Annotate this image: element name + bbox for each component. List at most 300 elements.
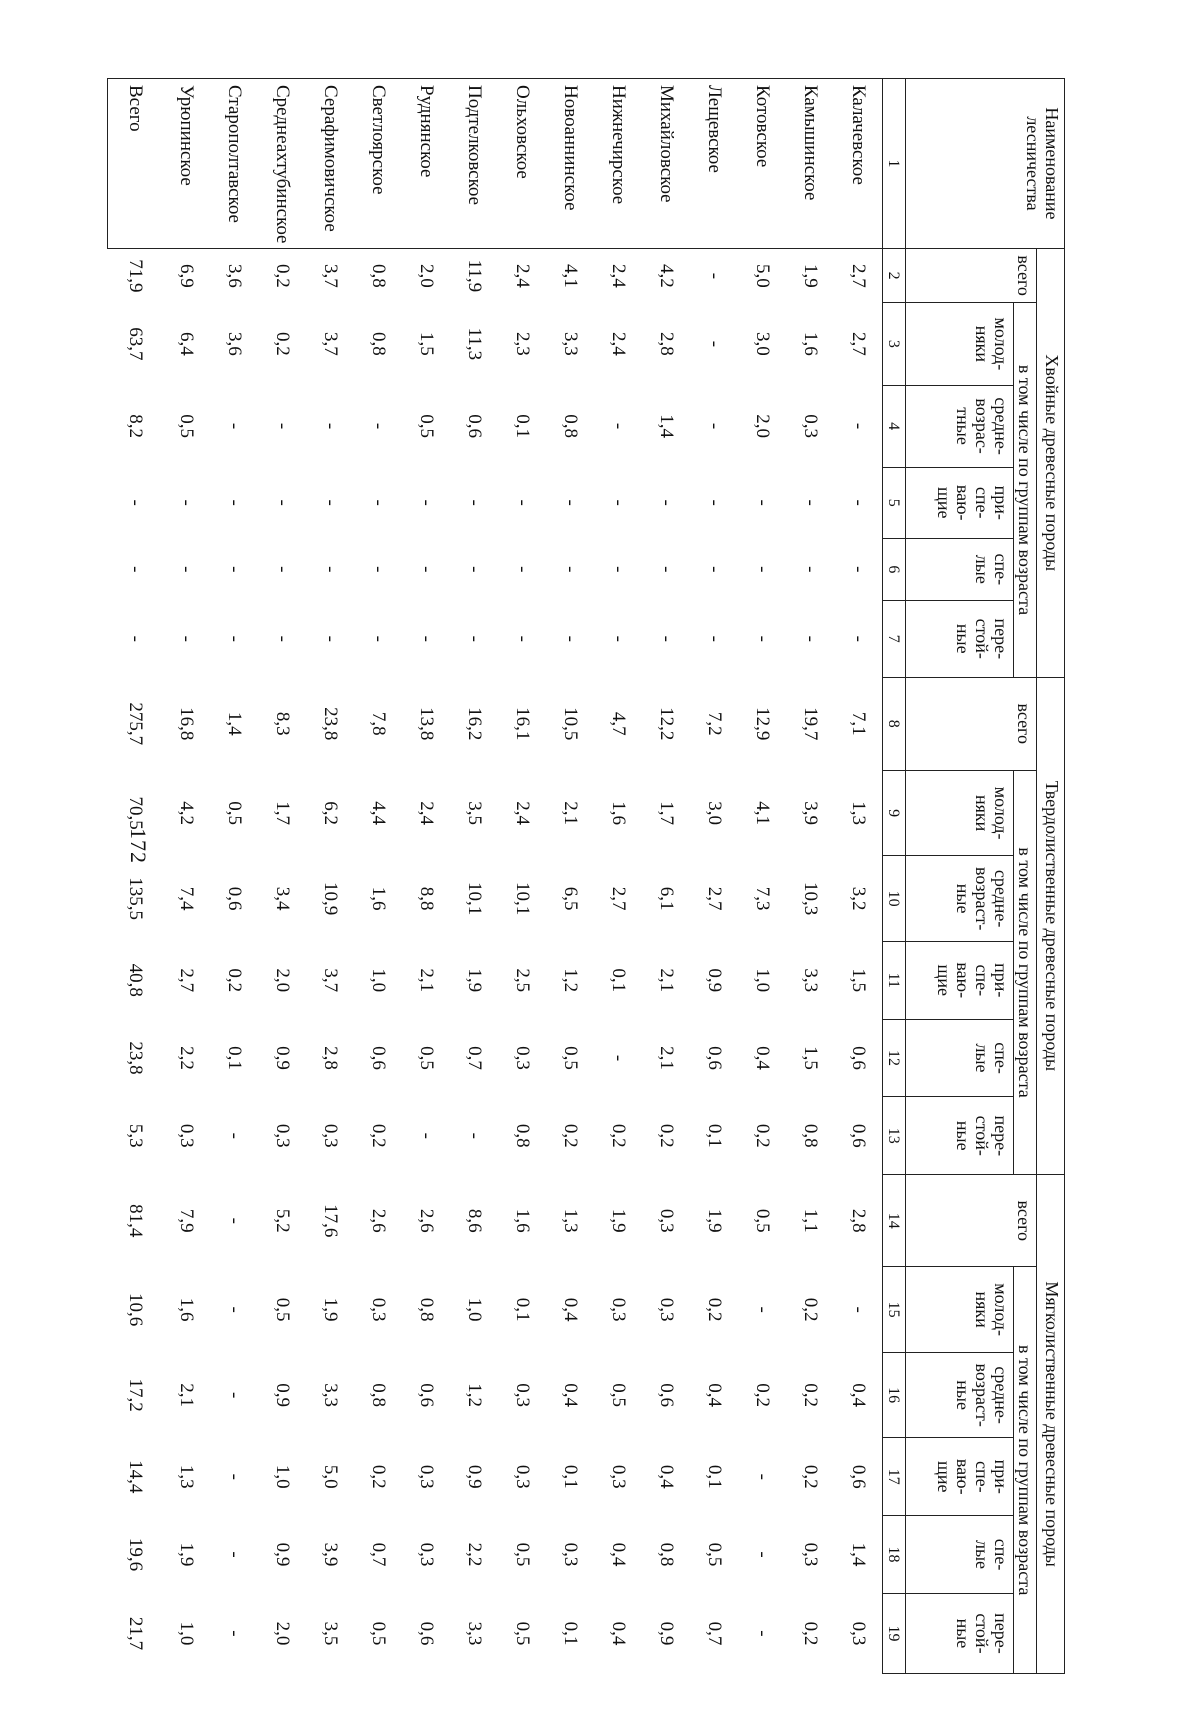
table-cell: 1,7 [656, 801, 677, 825]
header-group-hardwood: Твердолиственные древесные породы [1037, 677, 1065, 1175]
forestry-name: Серафимовичское [306, 79, 354, 249]
table-cell: 2,4 [416, 801, 437, 825]
table-cell: 7,9 [176, 1208, 197, 1233]
table-cell: 0,9 [656, 1621, 677, 1646]
table-cell: 16,1 [512, 707, 533, 741]
forestry-name: Нижнечирское [594, 79, 642, 249]
table-cell: 2,7 [848, 332, 869, 356]
table-cell: 0,3 [416, 1542, 437, 1567]
table-cell: 2,0 [272, 1621, 293, 1646]
table-cell: 2,1 [656, 968, 677, 993]
column-number: 7 [883, 600, 906, 677]
table-cell: 0,3 [512, 1464, 533, 1489]
table-cell: 7,1 [848, 711, 869, 736]
table-cell: 7,8 [368, 711, 389, 736]
table-cell: 2,7 [176, 968, 197, 993]
table-cell: 6,2 [320, 801, 341, 825]
table-cell: 0,2 [656, 1123, 677, 1148]
table-header [883, 79, 1065, 1674]
table-cell: - [176, 566, 197, 573]
table-cell: 0,2 [368, 1464, 389, 1489]
table-cell: - [560, 499, 581, 506]
table-cell: 0,3 [320, 1123, 341, 1148]
table-cell: 3,7 [320, 968, 341, 993]
table-cell: - [272, 566, 293, 573]
table-cell: - [848, 635, 869, 642]
table-cell: 0,6 [848, 1464, 869, 1489]
forestry-name: Светлоярское [354, 79, 402, 249]
table-cell: 16,8 [176, 707, 197, 741]
table-cell: - [464, 635, 485, 642]
forestry-name: Подтелковское [450, 79, 498, 249]
table-cell: 2,0 [752, 414, 773, 438]
table-cell: 0,3 [800, 414, 821, 438]
table-cell: 7,3 [752, 886, 773, 911]
table-cell: 0,2 [800, 1621, 821, 1646]
table-cell: 135,5 [124, 877, 146, 921]
table-cell: 19,6 [124, 1537, 146, 1572]
table-row [210, 79, 258, 1674]
table-cell: 3,3 [560, 332, 581, 356]
table-cell: 6,1 [656, 886, 677, 911]
column-number: 15 [883, 1267, 906, 1353]
table-cell: 0,5 [368, 1621, 389, 1646]
table-cell: 3,6 [224, 264, 245, 288]
table-cell: 1,2 [560, 968, 581, 993]
table-cell: 14,4 [124, 1460, 146, 1494]
table-cell: - [368, 566, 389, 573]
column-number: 1 [883, 79, 906, 249]
table-cell: - [416, 566, 437, 573]
table-cell: 1,5 [800, 1046, 821, 1070]
table-cell: 0,6 [848, 1123, 869, 1148]
table-cell: 70,5 [124, 796, 146, 830]
table-cell: 1,3 [848, 801, 869, 825]
table-cell: 0,9 [272, 1046, 293, 1070]
forestry-name: Михайловское [642, 79, 690, 249]
table-cell: 5,3 [124, 1123, 146, 1148]
table-cell: 0,8 [656, 1542, 677, 1567]
forestry-name: Лещевское [690, 79, 738, 249]
table-cell: 0,8 [416, 1297, 437, 1322]
table-cell: 1,6 [368, 886, 389, 911]
column-number: 11 [883, 941, 906, 1019]
table-cell: 0,2 [800, 1383, 821, 1408]
table-cell: - [752, 1473, 773, 1480]
table-cell: 0,8 [800, 1123, 821, 1148]
header-overmature: пере- стой- ные [906, 1593, 1014, 1673]
header-age-groups: в том числе по группам возраста [1014, 303, 1037, 677]
table-cell: 3,5 [464, 801, 485, 825]
table-cell: 3,5 [320, 1621, 341, 1646]
table-cell: - [512, 635, 533, 642]
header-total: всего [906, 248, 1037, 302]
table-body [108, 79, 883, 1674]
column-number: 13 [883, 1097, 906, 1175]
table-cell: 0,4 [752, 1046, 773, 1070]
table-cell: 0,6 [704, 1046, 725, 1070]
table-cell: 0,2 [752, 1123, 773, 1148]
table-cell: 1,0 [272, 1464, 293, 1489]
table-cell: 1,6 [512, 1208, 533, 1233]
table-cell: 0,4 [608, 1542, 629, 1567]
table-cell: 3,9 [320, 1542, 341, 1567]
table-cell: 0,3 [416, 1464, 437, 1489]
table-cell: 0,9 [272, 1542, 293, 1567]
column-number: 5 [883, 467, 906, 538]
table-cell: 1,6 [608, 801, 629, 825]
column-number: 3 [883, 303, 906, 385]
table-cell: 0,4 [560, 1297, 581, 1322]
table-cell: 11,9 [464, 259, 485, 293]
table-cell: - [512, 499, 533, 506]
table-cell: - [224, 635, 245, 642]
table-cell: 0,3 [608, 1464, 629, 1489]
forestry-name: Урюпинское [162, 79, 210, 249]
forest-stats-table [107, 78, 1065, 1674]
table-cell: - [800, 566, 821, 573]
table-cell: - [704, 272, 725, 280]
header-pre-mature: при- спе- ваю- щие [906, 467, 1014, 538]
column-number: 17 [883, 1438, 906, 1516]
table-cell: 4,2 [656, 264, 677, 288]
table-cell: 0,6 [464, 414, 485, 438]
table-cell: 3,0 [752, 332, 773, 356]
header-pre-mature: при- спе- ваю- щие [906, 941, 1014, 1019]
table-cell: 63,7 [124, 327, 146, 361]
table-row [786, 79, 834, 1674]
table-cell: 2,1 [656, 1046, 677, 1070]
table-cell: - [752, 1551, 773, 1558]
table-cell: 2,6 [368, 1208, 389, 1233]
table-cell: 0,9 [464, 1464, 485, 1489]
table-cell: 71,9 [124, 259, 146, 293]
table-cell: 0,9 [704, 968, 725, 993]
table-cell: - [368, 499, 389, 506]
table-cell: 3,0 [704, 801, 725, 825]
column-number: 10 [883, 856, 906, 942]
table-cell: 6,5 [560, 886, 581, 911]
table-cell: 16,2 [464, 707, 485, 741]
table-cell: - [416, 635, 437, 642]
column-number: 6 [883, 538, 906, 600]
table-cell: - [800, 499, 821, 506]
header-middle-aged: средне- возраст- ные [906, 856, 1014, 942]
table-cell: - [320, 635, 341, 642]
table-cell: 3,3 [800, 968, 821, 993]
table-cell: - [848, 499, 869, 506]
table-cell: 0,5 [512, 1621, 533, 1646]
forestry-name: Среднеахтубинское [258, 79, 306, 249]
header-group-conifers: Хвойные древесные породы [1037, 248, 1065, 677]
column-number: 16 [883, 1352, 906, 1438]
table-cell: 3,9 [800, 801, 821, 825]
table-cell: 0,1 [512, 414, 533, 438]
table-cell: 10,3 [800, 882, 821, 916]
table-cell: 0,5 [608, 1383, 629, 1408]
table-cell: 0,1 [560, 1464, 581, 1489]
table-cell: 10,9 [320, 882, 341, 916]
table-cell: 0,1 [704, 1464, 725, 1489]
header-young-stands: молод- няки [906, 1267, 1014, 1353]
table-row [450, 79, 498, 1674]
table-cell: - [124, 499, 146, 506]
column-number: 18 [883, 1516, 906, 1594]
table-cell: 0,3 [800, 1542, 821, 1567]
table-cell: 0,2 [272, 332, 293, 356]
table-cell: - [224, 566, 245, 573]
table-cell: 0,3 [848, 1621, 869, 1646]
table-cell: - [512, 566, 533, 573]
table-cell: 0,2 [752, 1383, 773, 1408]
table-cell: - [560, 566, 581, 573]
table-cell: - [272, 499, 293, 506]
table-cell: 2,2 [176, 1046, 197, 1070]
table-cell: 2,3 [512, 332, 533, 356]
table-cell: 1,9 [608, 1208, 629, 1233]
table-cell: 1,1 [800, 1208, 821, 1233]
table-cell: - [608, 499, 629, 506]
column-number: 12 [883, 1019, 906, 1097]
table-cell: - [176, 635, 197, 642]
forestry-name: Руднянское [402, 79, 450, 249]
table-cell: 0,7 [368, 1542, 389, 1567]
table-cell: - [224, 422, 245, 430]
column-number: 19 [883, 1593, 906, 1673]
table-cell: - [124, 566, 146, 573]
table-cell: 1,0 [752, 968, 773, 993]
forestry-name: Котовское [738, 79, 786, 249]
table-cell: 0,1 [704, 1123, 725, 1148]
table-cell: - [272, 635, 293, 642]
table-cell: - [368, 635, 389, 642]
table-cell: 10,5 [560, 707, 581, 741]
table-cell: 1,9 [464, 968, 485, 993]
table-cell: - [608, 1054, 629, 1062]
table-cell: 0,8 [560, 414, 581, 438]
table-cell: 5,2 [272, 1208, 293, 1233]
table-cell: 1,6 [800, 332, 821, 356]
table-cell: 4,2 [176, 801, 197, 825]
table-cell: - [608, 422, 629, 430]
table-cell: 1,5 [416, 332, 437, 356]
table-cell: 10,1 [512, 882, 533, 916]
table-cell: 0,2 [224, 968, 245, 993]
table-cell: 4,4 [368, 801, 389, 825]
table-cell: - [176, 499, 197, 506]
table-cell: 0,5 [416, 414, 437, 438]
table-cell: 1,3 [176, 1464, 197, 1489]
table-cell: 0,2 [800, 1297, 821, 1322]
header-age-groups: в том числе по группам возраста [1014, 770, 1037, 1174]
header-total: всего [906, 677, 1037, 770]
table-cell: 0,2 [704, 1297, 725, 1322]
table-cell: 0,3 [656, 1208, 677, 1233]
table-cell: 2,4 [512, 801, 533, 825]
page-number: 172 [126, 828, 151, 864]
table-cell: 0,3 [512, 1383, 533, 1408]
table-cell: 40,8 [124, 963, 146, 997]
table-cell: 0,5 [272, 1297, 293, 1322]
table-cell: 3,3 [464, 1621, 485, 1646]
header-age-groups: в том числе по группам возраста [1014, 1267, 1037, 1674]
table-cell: 19,7 [800, 707, 821, 741]
table-cell: - [560, 635, 581, 642]
table-cell: 2,6 [416, 1208, 437, 1233]
table-cell: 1,4 [224, 711, 245, 736]
table-cell: 1,0 [176, 1621, 197, 1646]
header-middle-aged: средне- возраст- ные [906, 1352, 1014, 1438]
table-cell: - [704, 340, 725, 348]
table-cell: 5,0 [752, 264, 773, 288]
table-cell: 0,3 [656, 1297, 677, 1322]
table-cell: - [464, 566, 485, 573]
table-cell: - [800, 635, 821, 642]
table-cell: 1,9 [320, 1297, 341, 1322]
table-cell: 0,1 [560, 1621, 581, 1646]
table-cell: 0,2 [608, 1123, 629, 1148]
table-cell: - [848, 422, 869, 430]
table-cell: - [704, 635, 725, 642]
table-cell: 0,9 [272, 1383, 293, 1408]
table-cell: 11,3 [464, 327, 485, 361]
table-cell: - [416, 499, 437, 506]
table-cell: - [752, 1306, 773, 1313]
table-cell: 0,3 [272, 1123, 293, 1148]
table-cell: 1,2 [464, 1383, 485, 1408]
table-cell: - [704, 422, 725, 430]
table-cell: 0,1 [224, 1046, 245, 1070]
table-cell: 3,7 [320, 264, 341, 288]
table-cell: 0,6 [416, 1383, 437, 1408]
table-cell: 3,4 [272, 886, 293, 911]
table-cell: - [320, 566, 341, 573]
table-cell: 12,2 [656, 707, 677, 741]
table-cell: 0,6 [848, 1046, 869, 1070]
table-cell: 2,8 [656, 332, 677, 356]
table-cell: 0,1 [512, 1297, 533, 1322]
table-cell: - [752, 499, 773, 506]
table-cell: 2,1 [560, 801, 581, 825]
table-cell: 2,1 [416, 968, 437, 993]
table-cell: - [272, 422, 293, 430]
table-row [834, 79, 883, 1674]
table-cell: 2,4 [512, 264, 533, 288]
table-cell: 2,2 [464, 1542, 485, 1567]
header-group-softwood: Мягколиственные древесные породы [1037, 1175, 1065, 1674]
table-cell: 2,8 [320, 1046, 341, 1070]
header-young-stands: молод- няки [906, 303, 1014, 385]
table-cell: 1,5 [848, 968, 869, 993]
header-mature: спе- лые [906, 1019, 1014, 1097]
table-cell: 0,5 [704, 1542, 725, 1567]
table-cell: 2,0 [272, 968, 293, 993]
table-cell: 1,4 [656, 414, 677, 438]
header-name-column: Наименование лесничества [906, 79, 1065, 249]
table-cell: 2,8 [848, 1208, 869, 1233]
header-mature: спе- лые [906, 538, 1014, 600]
table-cell: 2,5 [512, 968, 533, 993]
forestry-name: Всего [108, 79, 163, 249]
table-cell: - [224, 1217, 245, 1224]
column-number: 9 [883, 770, 906, 856]
table-cell: - [704, 566, 725, 573]
table-cell: - [704, 499, 725, 506]
table-cell: 81,4 [124, 1204, 146, 1238]
table-cell: 0,7 [464, 1046, 485, 1070]
table-cell: 1,7 [272, 801, 293, 825]
table-cell: - [320, 422, 341, 430]
table-cell: 0,3 [512, 1046, 533, 1070]
table-cell: 4,1 [560, 264, 581, 288]
table-cell: - [464, 1132, 485, 1139]
table-cell: 0,3 [608, 1297, 629, 1322]
table-cell: 0,5 [512, 1542, 533, 1567]
forestry-name: Старополтавское [210, 79, 258, 249]
table-cell: 2,7 [608, 886, 629, 911]
table-cell: 0,3 [560, 1542, 581, 1567]
table-cell: 1,6 [176, 1297, 197, 1322]
table-cell: 0,6 [224, 886, 245, 911]
table-cell: 0,3 [368, 1297, 389, 1322]
table-cell: 7,4 [176, 886, 197, 911]
header-young-stands: молод- няки [906, 770, 1014, 856]
table-cell: - [124, 635, 146, 642]
table-cell: 1,0 [464, 1297, 485, 1322]
table-cell: 0,5 [176, 414, 197, 438]
table-cell: 0,4 [848, 1383, 869, 1408]
table-cell: - [368, 422, 389, 430]
header-mature: спе- лые [906, 1516, 1014, 1594]
table-cell: 0,2 [800, 1464, 821, 1489]
table-cell: - [608, 566, 629, 573]
table-cell: 0,2 [368, 1123, 389, 1148]
table-cell: 10,1 [464, 882, 485, 916]
table-cell: 0,1 [608, 968, 629, 993]
table-cell: 0,5 [560, 1046, 581, 1070]
table-row [738, 79, 786, 1674]
table-cell: 23,8 [124, 1041, 146, 1075]
table-cell: 12,9 [752, 707, 773, 741]
table-cell: 0,5 [224, 801, 245, 825]
table-cell: 0,4 [656, 1464, 677, 1489]
table-cell: 0,4 [560, 1383, 581, 1408]
header-total: всего [906, 1175, 1037, 1267]
table-cell: 0,8 [512, 1123, 533, 1148]
table-cell: 2,7 [704, 886, 725, 911]
table-row [546, 79, 594, 1674]
table-row [354, 79, 402, 1674]
table-cell: 21,7 [124, 1616, 146, 1651]
table-row [594, 79, 642, 1674]
table-cell: 5,0 [320, 1464, 341, 1489]
table-cell: 0,6 [368, 1046, 389, 1070]
table-cell: 1,9 [800, 264, 821, 288]
table-cell: 2,1 [176, 1383, 197, 1408]
table-cell: 0,8 [368, 264, 389, 288]
table-cell: 2,4 [608, 332, 629, 356]
header-overmature: пере- стой- ные [906, 1097, 1014, 1175]
table-cell: - [752, 1630, 773, 1637]
table-cell: - [224, 499, 245, 506]
forestry-name: Ольховское [498, 79, 546, 249]
table-cell: 3,3 [320, 1383, 341, 1408]
header-overmature: пере- стой- ные [906, 600, 1014, 677]
table-row [258, 79, 306, 1674]
table-row [306, 79, 354, 1674]
table-cell: 6,9 [176, 264, 197, 288]
table-cell: 0,8 [368, 1383, 389, 1408]
